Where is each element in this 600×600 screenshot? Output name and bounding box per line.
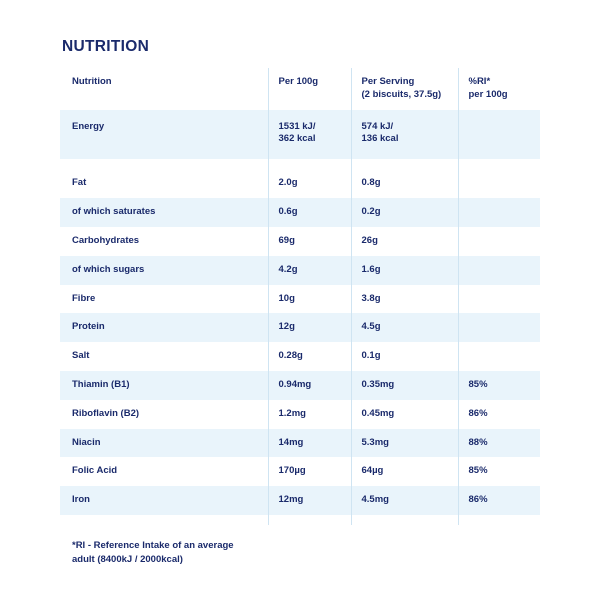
row-per-100g: 170µg — [268, 457, 351, 486]
row-ri — [458, 169, 540, 198]
row-label: Carbohydrates — [60, 227, 268, 256]
spacer-cell — [60, 159, 268, 169]
row-ri — [458, 198, 540, 227]
column-header-nutrition — [60, 68, 268, 110]
row-per-serving: 0.35mg — [351, 371, 458, 400]
column-header-per-serving-line-1: Per Serving — [361, 76, 415, 87]
table-row — [60, 256, 540, 285]
row-label: Fat — [60, 169, 268, 198]
table-row — [60, 486, 540, 515]
row-label: Niacin — [60, 429, 268, 458]
spacer-cell — [351, 159, 458, 169]
table-row — [60, 400, 540, 429]
row-per-serving: 26g — [351, 227, 458, 256]
table-row — [60, 429, 540, 458]
row-per-100g: 2.0g — [268, 169, 351, 198]
row-label: of which saturates — [60, 198, 268, 227]
nutrition-table — [60, 68, 540, 525]
row-per-100g: 69g — [268, 227, 351, 256]
column-header-per-serving-line-2: (2 biscuits, 37.5g) — [361, 88, 442, 100]
row-label: Fibre — [60, 285, 268, 314]
row-per-100g: 1.2mg — [268, 400, 351, 429]
row-label: Protein — [60, 313, 268, 342]
spacer-cell — [458, 515, 540, 525]
row-per-100g — [268, 110, 351, 160]
footnote-line-1: *RI - Reference Intake of an average — [72, 540, 234, 551]
column-header-nutrition-line-1: Nutrition — [72, 76, 112, 87]
row-ri: 88% — [458, 429, 540, 458]
table-header — [60, 68, 540, 110]
row-per-100g: 12g — [268, 313, 351, 342]
table-spacer-row — [60, 515, 540, 525]
table-row — [60, 371, 540, 400]
spacer-cell — [458, 159, 540, 169]
table-row — [60, 198, 540, 227]
row-ri: 86% — [458, 486, 540, 515]
row-label: of which sugars — [60, 256, 268, 285]
row-label: Energy — [60, 110, 268, 160]
row-per-100g: 0.28g — [268, 342, 351, 371]
row-per-serving: 0.45mg — [351, 400, 458, 429]
table-header-row — [60, 68, 540, 110]
table-body — [60, 110, 540, 525]
table-row — [60, 110, 540, 160]
table-spacer-row — [60, 159, 540, 169]
row-per-serving — [351, 110, 458, 160]
column-header-ri-line-1: %RI* — [468, 76, 491, 87]
row-per-100g: 12mg — [268, 486, 351, 515]
spacer-cell — [268, 159, 351, 169]
table-row — [60, 342, 540, 371]
row-label: Riboflavin (B2) — [60, 400, 268, 429]
row-per-100g: 14mg — [268, 429, 351, 458]
row-ri — [458, 342, 540, 371]
row-ri — [458, 313, 540, 342]
row-per-serving: 4.5g — [351, 313, 458, 342]
spacer-cell — [268, 515, 351, 525]
table-row — [60, 457, 540, 486]
row-per-serving: 0.2g — [351, 198, 458, 227]
row-per-100g-line-2: 362 kcal — [278, 133, 316, 145]
row-per-serving: 64µg — [351, 457, 458, 486]
row-ri: 85% — [458, 371, 540, 400]
row-per-serving: 0.8g — [351, 169, 458, 198]
row-per-100g-line-1: 1531 kJ/ — [278, 120, 316, 132]
table-row — [60, 313, 540, 342]
footnote-line-2: adult (8400kJ / 2000kcal) — [72, 554, 183, 566]
page-title: NUTRITION — [62, 38, 150, 55]
row-per-100g: 4.2g — [268, 256, 351, 285]
column-header-per-serving — [351, 68, 458, 110]
row-ri — [458, 227, 540, 256]
row-per-serving: 1.6g — [351, 256, 458, 285]
row-per-serving: 4.5mg — [351, 486, 458, 515]
row-ri: 86% — [458, 400, 540, 429]
spacer-cell — [351, 515, 458, 525]
row-ri — [458, 256, 540, 285]
column-header-per-100g — [268, 68, 351, 110]
column-header-ri-line-2: per 100g — [468, 88, 508, 100]
row-per-serving-line-1: 574 kJ/ — [361, 120, 394, 132]
table-row — [60, 227, 540, 256]
table-row — [60, 169, 540, 198]
row-per-100g: 0.94mg — [268, 371, 351, 400]
row-label: Iron — [60, 486, 268, 515]
spacer-cell — [60, 515, 268, 525]
row-per-serving-line-2: 136 kcal — [361, 133, 399, 145]
row-label: Folic Acid — [60, 457, 268, 486]
row-per-serving: 0.1g — [351, 342, 458, 371]
row-label: Salt — [60, 342, 268, 371]
row-label: Thiamin (B1) — [60, 371, 268, 400]
column-header-ri — [458, 68, 540, 110]
table-row — [60, 285, 540, 314]
row-ri: 85% — [458, 457, 540, 486]
column-header-per-100g-line-1: Per 100g — [278, 76, 319, 87]
row-ri — [458, 285, 540, 314]
reference-intake-footnote — [72, 539, 322, 568]
row-per-100g: 10g — [268, 285, 351, 314]
row-per-serving: 5.3mg — [351, 429, 458, 458]
row-per-serving: 3.8g — [351, 285, 458, 314]
row-per-100g: 0.6g — [268, 198, 351, 227]
row-ri — [458, 110, 540, 160]
